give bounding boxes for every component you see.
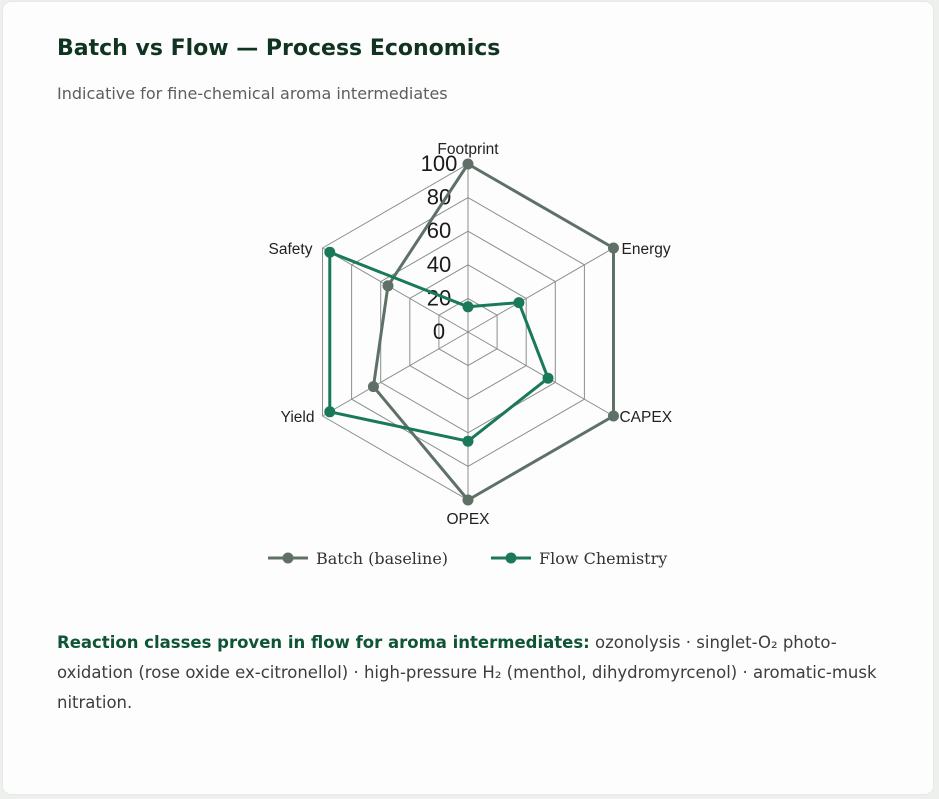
series-point-1-2[interactable] bbox=[543, 373, 554, 384]
axis-label-safety: Safety bbox=[268, 241, 313, 258]
notes-heading: Reaction classes proven in flow for aroma intermediates: bbox=[57, 633, 590, 652]
radar-spokes bbox=[323, 164, 614, 500]
legend-item-1[interactable] bbox=[491, 549, 667, 568]
series-point-1-5[interactable] bbox=[324, 247, 335, 258]
axis-label-yield: Yield bbox=[280, 409, 315, 426]
chart-legend[interactable] bbox=[268, 549, 667, 568]
axis-label-energy: Energy bbox=[621, 241, 671, 258]
series-point-0-5[interactable] bbox=[382, 280, 393, 291]
legend-swatch-marker bbox=[283, 553, 294, 564]
page-title: Batch vs Flow — Process Economics bbox=[57, 36, 501, 61]
radial-tick-label: 0 bbox=[432, 319, 446, 344]
radial-tick-label: 60 bbox=[426, 218, 452, 244]
legend-swatch-marker bbox=[506, 553, 517, 564]
legend-item-0[interactable] bbox=[268, 549, 448, 568]
axis-label-opex: OPEX bbox=[446, 511, 490, 528]
notes-body: ozonolysis · singlet-O₂ photo-oxidation (rose oxide ex-citronellol) · high-pressure H₂ (menthol, dihydromyrcenol) · aromatic-musk nitration. bbox=[57, 633, 877, 712]
series-point-0-3[interactable] bbox=[463, 495, 474, 506]
grid-spoke bbox=[468, 248, 613, 332]
series-point-0-4[interactable] bbox=[368, 381, 379, 392]
grid-spoke bbox=[468, 332, 613, 416]
series-point-0-1[interactable] bbox=[608, 243, 619, 254]
radial-tick-label: 40 bbox=[426, 251, 452, 277]
radial-tick-label: 20 bbox=[426, 285, 452, 311]
axis-label-capex: CAPEX bbox=[619, 409, 673, 426]
series-point-1-0[interactable] bbox=[463, 301, 474, 312]
axis-label-footprint: Footprint bbox=[437, 141, 499, 158]
legend-label: Batch (baseline) bbox=[316, 549, 449, 568]
legend-label: Flow Chemistry bbox=[539, 549, 668, 568]
radar-series bbox=[324, 159, 619, 506]
page-subtitle: Indicative for fine-chemical aroma intermediates bbox=[57, 84, 448, 103]
series-point-0-2[interactable] bbox=[608, 411, 619, 422]
grid-spoke bbox=[323, 332, 468, 416]
radial-tick-label: 100 bbox=[420, 151, 458, 176]
radial-tick-label: 80 bbox=[426, 184, 452, 210]
series-point-0-0[interactable] bbox=[463, 159, 474, 170]
series-point-1-3[interactable] bbox=[463, 436, 474, 447]
series-point-1-1[interactable] bbox=[513, 297, 524, 308]
series-point-1-4[interactable] bbox=[324, 406, 335, 417]
